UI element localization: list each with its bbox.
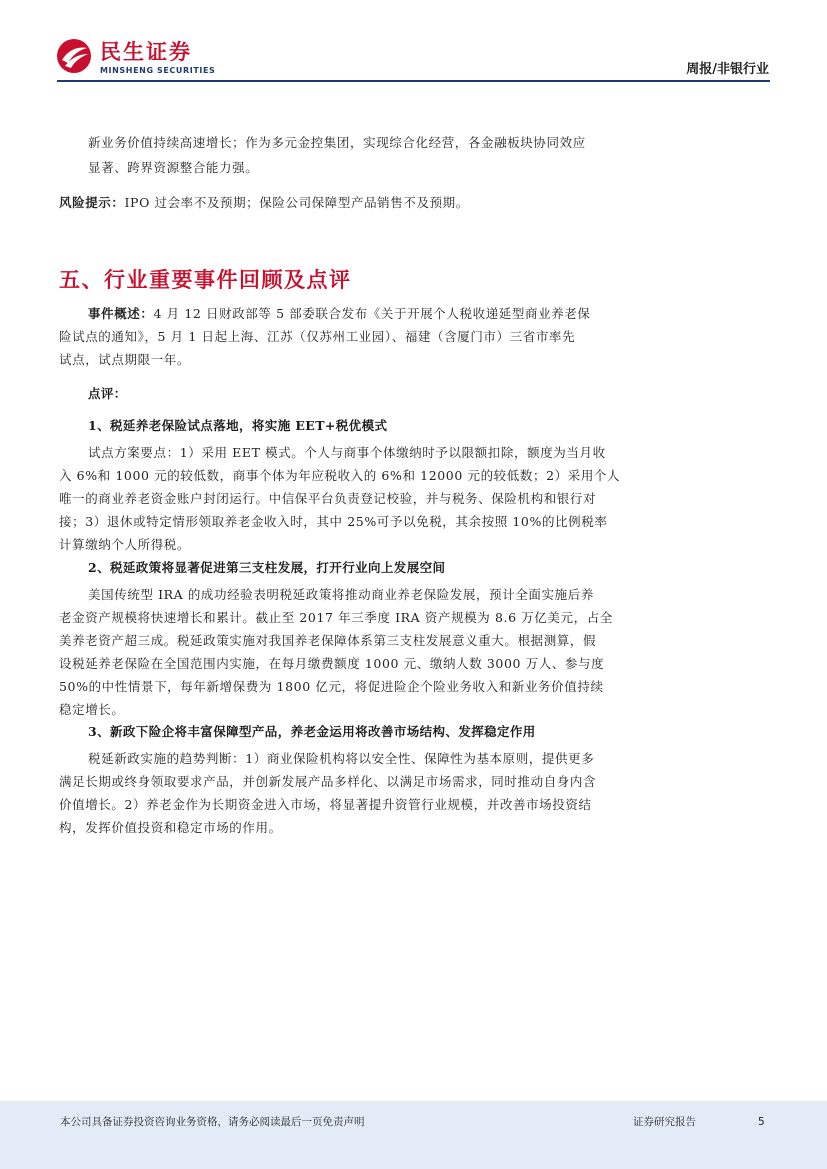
event-summary-line [88,302,768,325]
point-line: 接；3）退休或特定情形领取养老金收入时，其中 25%可予以免税，其余按照 10%的比例税率 [59,514,608,529]
risk-warning-text: IPO 过会率不及预期；保险公司保障型产品销售不及预期。 [124,195,469,210]
event-summary-line: 试点，试点期限一年。 [59,352,191,367]
report-type-label: 周报/非银行业 [686,62,769,77]
point-line: 满足长期或终身领取要求产品，并创新发展产品多样化、以满足市场需求，同时推动自身内含 [59,774,597,789]
minsheng-logo-icon [56,38,92,74]
intro-line: 显著、跨界资源整合能力强。 [88,160,259,175]
point-line: 唯一的商业养老资金账户封闭运行。中信保平台负责登记校验，并与税务、保险机构和银行对 [59,491,597,506]
page-footer [0,1101,827,1169]
point-title: 1、税延养老保险试点落地，将实施 EET+税优模式 [88,418,388,433]
point-line: 构，发挥价值投资和稳定市场的作用。 [59,820,282,835]
point-line: 老金资产规模将快速增长和累计。截止至 2017 年三季度 IRA 资产规模为 8.6 万亿美元，占全 [59,610,613,625]
footer-report-type: 证券研究报告 [633,1116,696,1128]
page-header [0,0,827,90]
point-title: 2、税延政策将显著促进第三支柱发展，打开行业向上发展空间 [88,560,446,575]
point-line: 设税延养老保险在全国范围内实施，在每月缴费额度 1000 元、缴纳人数 3000 万人、参与度 [59,656,605,671]
point-line: 计算缴纳个人所得税。 [59,537,191,552]
point-line: 美养老资产超三成。税延政策实施对我国养老保障体系第三支柱发展意义重大。根据测算，假 [59,633,597,648]
risk-warning-label: 风险提示： [59,195,125,210]
event-summary-label: 事件概述： [88,306,154,321]
brand-name-cn: 民生证券 [100,40,192,64]
brand-name-en: MINSHENG SECURITIES [100,66,216,75]
point-line: 50%的中性情景下，每年新增保费为 1800 亿元，将促进险企个险业务收入和新业务价值持续 [59,679,604,694]
footer-disclaimer: 本公司具备证券投资咨询业务资格，请务必阅读最后一页免责声明 [60,1116,365,1128]
comment-label: 点评： [88,386,127,401]
point-title: 3、新政下险企将丰富保障型产品，养老金运用将改善市场结构、发挥稳定作用 [88,724,536,739]
point-line: 稳定增长。 [59,702,125,717]
point-line: 价值增长。2）养老金作为长期资金进入市场，将显著提升资管行业规模，并改善市场投资结 [59,797,592,812]
header-divider [57,80,770,82]
event-summary-line: 险试点的通知》，5 月 1 日起上海、江苏（仅苏州工业园）、福建（含厦门市）三省市率先 [59,329,576,344]
section-title: 五、行业重要事件回顾及点评 [59,268,352,292]
event-summary-text: 4 月 12 日财政部等 5 部委联合发布《关于开展个人税收递延型商业养老保 [153,306,591,321]
point-line: 试点方案要点：1）采用 EET 模式。个人与商事个体缴纳时予以限额扣除，额度为当月收 [88,445,606,460]
point-line: 税延新政实施的趋势判断：1）商业保险机构将以安全性、保障性为基本原则，提供更多 [88,751,595,766]
page-number: 5 [758,1116,765,1128]
risk-warning [59,191,771,214]
intro-line: 新业务价值持续高速增长；作为多元金控集团，实现综合化经营，各金融板块协同效应 [88,135,586,150]
point-line: 入 6%和 1000 元的较低数，商事个体为年应税收入的 6%和 12000 元的较低数；2）采用个人 [59,468,621,483]
point-line: 美国传统型 IRA 的成功经验表明税延政策将推动商业养老保险发展，预计全面实施后养 [88,587,594,602]
